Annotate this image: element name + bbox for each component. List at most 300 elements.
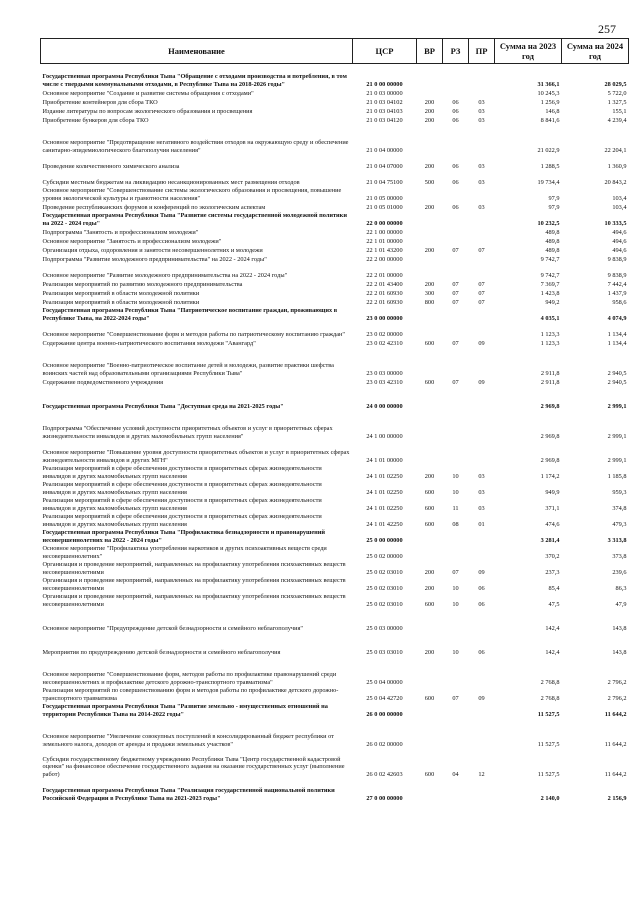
row-sum-2023: 2 768,8 [540,678,560,686]
row-vr [417,186,443,202]
row-sum-2023: 949,2 [545,298,560,306]
row-sum-2023: 3 281,4 [540,536,560,544]
row-sum-2023: 1 174,2 [540,472,560,480]
row-sum-2024: 479,3 [612,520,627,528]
row-sum-2024: 9 838,9 [607,271,627,279]
row-name: Государственная программа Республики Тыва "Развитие земельно - имущественных отношений на территории Республики Тыва на 2014-2022 годы" [42,703,328,718]
row-csr: 22 1 00 00000 [366,228,403,236]
row-name: Государственная программа Республики Тыва "Профилактика безнадзорности и правонарушений несовершеннолетних на 2022 - 2024 годы" [42,529,326,544]
row-sum-2024: 1 134,4 [607,330,627,338]
row-vr: 300 [424,289,435,297]
row-sum-2024: 1 327,5 [607,98,627,106]
row-vr: 200 [424,107,435,115]
table-row [41,512,629,528]
row-name: Государственная программа Республики Тыва "Реализация государственной национальной политики Российской Федерации в Республике Тыва на 2021-2023 годы" [42,787,335,802]
row-csr: 21 0 03 04103 [366,107,403,115]
row-sum-2023: 146,8 [545,107,560,115]
row-rz [443,778,469,802]
row-name: Реализация мероприятий в сфере обеспечения доступности в приоритетных сферах жизнедеятельности инвалидов и других маломобильных групп населения [42,497,322,512]
row-sum-2024: 11 644,2 [604,770,627,778]
row-pr: 12 [478,770,485,778]
row-rz [443,186,469,202]
row-csr: 22 2 01 60930 [366,289,403,297]
table-row [41,496,629,512]
table-row [41,592,629,608]
row-sum-2024: 2 940,5 [607,378,627,386]
table-row [41,297,629,306]
row-sum-2023: 85,4 [548,584,560,592]
row-pr: 06 [478,648,485,656]
row-vr [417,227,443,236]
row-rz [443,64,469,89]
row-name: Проведение республиканских форумов и конференций по экологическим аспектам [42,203,266,211]
row-vr [417,386,443,410]
row-pr: 03 [478,203,485,211]
row-csr: 25 0 03 03010 [366,648,403,656]
header-vr: ВР [417,39,443,64]
table-row [41,154,629,170]
row-csr: 24 1 01 02250 [366,504,403,512]
row-csr: 21 0 04 00000 [366,146,403,154]
row-pr: 01 [478,520,485,528]
row-csr: 25 0 02 03010 [366,568,403,576]
table-row [41,322,629,338]
row-vr: 200 [424,472,435,480]
row-name: Основное мероприятие "Повышение уровня доступности приоритетных объектов и услуг в приоритетных сферах жизнедеятельности инвалидов и других МГН" [42,449,350,464]
table-row [41,576,629,592]
row-name: Государственная программа Республики Тыва "Обращение с отходами производства и потребления, в том числе с твердыми коммунальными отходами, в Республике Тыва на 2018-2026 годы" [42,73,347,88]
row-pr [469,528,495,544]
row-pr [469,227,495,236]
row-pr [469,347,495,377]
row-sum-2024: 5 722,0 [607,89,627,97]
table-row [41,64,629,89]
row-sum-2024: 3 313,8 [607,536,627,544]
row-sum-2024: 2 999,1 [607,402,627,410]
page-number: 257 [598,22,616,36]
row-name: Реализация мероприятий в сфере обеспечения доступности в приоритетных сферах жизнедеятельности инвалидов и других маломобильных групп населения [42,481,322,496]
table-row [41,778,629,802]
row-pr: 03 [478,472,485,480]
table-row [41,236,629,245]
row-vr: 600 [424,378,435,386]
row-vr [417,410,443,440]
row-sum-2024: 373,8 [612,552,627,560]
row-vr [417,778,443,802]
row-sum-2024: 959,3 [612,488,627,496]
row-name: Основное мероприятие "Профилактика употребления наркотиков и других психоактивных веществ среди несовершеннолетних" [42,545,327,560]
row-csr: 24 1 01 42250 [366,520,403,528]
row-vr [417,254,443,263]
row-pr: 07 [478,289,485,297]
row-vr [417,124,443,154]
row-name: Организация и проведение мероприятий, направленных на профилактику употребления психоактивных веществ несовершеннолетними [42,577,346,592]
row-sum-2023: 4 035,1 [540,314,560,322]
row-rz: 07 [452,298,459,306]
row-rz [443,386,469,410]
row-vr: 600 [424,694,435,702]
row-csr: 22 1 01 43200 [366,246,403,254]
row-csr: 24 1 01 02250 [366,472,403,480]
table-row [41,386,629,410]
row-vr: 600 [424,770,435,778]
table-body [41,64,629,803]
row-sum-2024: 86,3 [615,584,627,592]
row-pr: 03 [478,162,485,170]
row-sum-2023: 370,2 [545,552,560,560]
row-pr [469,186,495,202]
row-csr: 22 2 00 00000 [366,255,403,263]
row-pr [469,322,495,338]
row-sum-2024: 494,6 [612,237,627,245]
row-rz: 10 [452,648,459,656]
row-name: Основное мероприятие "Увеличение совокупных поступлений в консолидированный бюджет республики от земельного налога, доходов от аренды и продажи земельных участков" [42,733,334,748]
row-csr: 25 0 00 00000 [366,536,403,544]
row-vr [417,528,443,544]
row-sum-2024: 958,6 [612,298,627,306]
row-vr [417,702,443,718]
row-name: Реализация мероприятий в сфере обеспечения доступности в приоритетных сферах жизнедеятельности инвалидов и других маломобильных групп населения [42,465,322,480]
row-csr: 23 0 02 00000 [366,330,403,338]
header-sum-2023: Сумма на 2023 год [495,39,562,64]
row-rz: 07 [452,289,459,297]
row-vr [417,236,443,245]
table-row [41,254,629,263]
table-row [41,338,629,347]
row-sum-2023: 11 527,5 [537,710,560,718]
row-pr [469,88,495,97]
row-csr: 25 0 02 03010 [366,584,403,592]
table-row [41,544,629,560]
row-sum-2023: 489,8 [545,228,560,236]
row-rz: 08 [452,520,459,528]
row-rz [443,322,469,338]
row-rz: 07 [452,568,459,576]
row-pr [469,236,495,245]
row-vr: 800 [424,298,435,306]
row-sum-2024: 1 134,4 [607,339,627,347]
table-row [41,186,629,202]
row-pr: 03 [478,116,485,124]
table-row [41,410,629,440]
row-sum-2024: 494,6 [612,246,627,254]
row-vr [417,263,443,279]
table-row [41,480,629,496]
row-csr: 22 2 01 00000 [366,271,403,279]
row-vr: 200 [424,246,435,254]
header-sum-2024: Сумма на 2024 год [562,39,629,64]
table-row [41,347,629,377]
row-rz: 07 [452,339,459,347]
row-pr [469,254,495,263]
table-row [41,656,629,686]
table-row [41,170,629,186]
row-csr: 21 0 03 04102 [366,98,403,106]
row-sum-2024: 2 940,5 [607,369,627,377]
row-name: Основное мероприятие "Совершенствование системы экологического образования и просвещения, повышение уровня экологической культуры и грамотности населения" [42,187,342,202]
row-name: Основное мероприятие "Предупреждение детской безнадзорности и семейного неблагополучия" [42,624,303,632]
table-row [41,211,629,227]
table-row [41,97,629,106]
row-csr: 27 0 00 00000 [366,794,403,802]
row-pr [469,608,495,632]
row-rz [443,263,469,279]
row-sum-2024: 11 644,2 [604,710,627,718]
table-row [41,306,629,322]
row-csr: 25 0 04 00000 [366,678,403,686]
header-rz: РЗ [443,39,469,64]
row-rz: 06 [452,162,459,170]
row-pr [469,306,495,322]
row-pr [469,263,495,279]
row-sum-2024: 22 204,1 [604,146,627,154]
row-pr [469,440,495,464]
row-rz: 06 [452,203,459,211]
row-vr: 600 [424,488,435,496]
row-vr: 200 [424,568,435,576]
row-rz [443,544,469,560]
row-vr [417,608,443,632]
row-csr: 22 2 01 60930 [366,298,403,306]
row-name: Основное мероприятие "Совершенствование форм, методов работы по профилактике правонарушений среди несовершеннолетних и профилактике детского дорожно-транспортного травматизма" [42,671,337,686]
row-rz [443,656,469,686]
row-name: Основное мероприятие "Совершенствование форм и методов работы по патриотическому воспитанию граждан" [42,330,345,338]
row-pr: 07 [478,280,485,288]
row-sum-2023: 7 369,7 [540,280,560,288]
row-csr: 23 0 03 42310 [366,378,403,386]
row-vr: 200 [424,584,435,592]
row-rz: 06 [452,107,459,115]
row-rz [443,410,469,440]
row-csr: 25 0 03 00000 [366,624,403,632]
row-csr: 23 0 02 42310 [366,339,403,347]
row-pr: 07 [478,298,485,306]
table-row [41,686,629,702]
row-csr: 22 2 01 43400 [366,280,403,288]
row-rz: 06 [452,116,459,124]
row-vr: 200 [424,280,435,288]
row-sum-2024: 1 185,8 [607,472,627,480]
row-pr [469,544,495,560]
row-name: Государственная программа Республики Тыва "Доступная среда на 2021-2025 годы" [42,402,284,410]
row-pr: 03 [478,178,485,186]
row-rz: 10 [452,600,459,608]
row-name: Государственная программа Республики Тыва "Развитие системы государственной молодежной политики на 2022 - 2024 годы" [42,212,347,227]
row-name: Реализация мероприятий по совершенствованию форм и методов работы по профилактике детского дорожно-транспортного травматизма [42,687,339,702]
row-name: Реализация мероприятий в области молодежной политики [42,298,200,306]
row-sum-2024: 2 156,9 [607,794,627,802]
row-name: Основное мероприятие "Предотвращение негативного воздействия отходов на окружающую среду и обеспечение санитарно-эпидемиологического благополучия населения" [42,139,349,154]
row-pr [469,386,495,410]
row-name: Реализация мероприятий в сфере обеспечения доступности в приоритетных сферах жизнедеятельности инвалидов и других маломобильных групп населения [42,513,322,528]
row-sum-2023: 2 911,8 [540,378,560,386]
row-vr: 200 [424,116,435,124]
row-rz [443,236,469,245]
row-sum-2023: 2 768,8 [540,694,560,702]
row-sum-2023: 19 734,4 [537,178,560,186]
row-name: Приобретение контейнеров для сбора ТКО [42,98,158,106]
row-sum-2023: 2 140,0 [540,794,560,802]
row-csr: 21 0 05 01000 [366,203,403,211]
row-name: Мероприятия по предупреждению детской безнадзорности и семейного неблагополучия [42,648,281,656]
row-sum-2024: 10 333,5 [604,219,627,227]
row-rz: 04 [452,770,459,778]
row-sum-2024: 494,6 [612,228,627,236]
row-sum-2024: 2 796,2 [607,694,627,702]
row-name: Содержание подведомственного учреждения [42,378,164,386]
row-name: Субсидии государственному бюджетному учреждению Республики Тыва "Центр государственной кадастровой оценки" на финансовое обеспечение государственного задания на оказание государственных услуг (выполнение работ) [42,755,345,778]
row-rz: 10 [452,584,459,592]
row-csr: 21 0 05 00000 [366,194,403,202]
row-pr [469,702,495,718]
table-row [41,263,629,279]
row-sum-2023: 2 911,8 [540,369,560,377]
row-rz [443,528,469,544]
header-pr: ПР [469,39,495,64]
row-vr: 600 [424,600,435,608]
table-row [41,288,629,297]
row-sum-2023: 142,4 [545,648,560,656]
row-pr: 06 [478,584,485,592]
row-rz [443,306,469,322]
row-vr [417,440,443,464]
row-pr: 09 [478,568,485,576]
table-row [41,115,629,124]
table-header-row [41,39,629,64]
row-name: Реализация мероприятий по развитию молодежного предпринимательства [42,280,243,288]
row-sum-2023: 1 288,5 [540,162,560,170]
row-pr: 09 [478,378,485,386]
row-pr [469,778,495,802]
row-csr: 25 0 02 03010 [366,600,403,608]
row-csr: 23 0 03 00000 [366,369,403,377]
row-name: Реализация мероприятий в области молодежной политики [42,289,200,297]
row-vr [417,656,443,686]
row-sum-2024: 7 442,4 [607,280,627,288]
row-sum-2023: 474,6 [545,520,560,528]
row-rz [443,440,469,464]
row-sum-2023: 97,9 [548,203,560,211]
row-vr [417,211,443,227]
row-vr [417,306,443,322]
row-sum-2023: 489,8 [545,246,560,254]
row-sum-2023: 1 256,9 [540,98,560,106]
row-rz [443,702,469,718]
row-name: Проведение количественного химического анализа [42,162,180,170]
row-pr [469,656,495,686]
row-sum-2023: 47,5 [548,600,560,608]
row-sum-2023: 10 245,3 [537,89,560,97]
row-name: Государственная программа Республики Тыва "Патриотическое воспитание граждан, проживающих в Республике Тыва, на 2022-2024 годы" [42,307,338,322]
row-vr: 200 [424,98,435,106]
row-sum-2023: 142,4 [545,624,560,632]
row-csr: 23 0 00 00000 [366,314,403,322]
row-csr: 26 0 02 00000 [366,740,403,748]
table-row [41,245,629,254]
table-row [41,124,629,154]
row-sum-2023: 237,3 [545,568,560,576]
row-rz: 07 [452,246,459,254]
row-pr [469,64,495,89]
row-sum-2024: 2 796,2 [607,678,627,686]
row-vr: 600 [424,504,435,512]
row-sum-2024: 11 644,2 [604,740,627,748]
row-pr: 03 [478,504,485,512]
row-sum-2024: 4 239,4 [607,116,627,124]
row-rz [443,608,469,632]
table-row [41,227,629,236]
row-name: Основное мероприятие "Создание и развитие системы обращения с отходами" [42,89,254,97]
row-sum-2024: 143,8 [612,624,627,632]
row-sum-2024: 155,1 [612,107,627,115]
row-rz [443,347,469,377]
row-csr: 21 0 04 07000 [366,162,403,170]
row-sum-2023: 949,9 [545,488,560,496]
row-vr: 200 [424,203,435,211]
header-name: Наименование [41,39,353,64]
row-csr: 21 0 03 04120 [366,116,403,124]
row-vr: 600 [424,339,435,347]
row-vr: 200 [424,648,435,656]
row-sum-2024: 1 360,9 [607,162,627,170]
row-pr [469,124,495,154]
table-row [41,608,629,632]
row-sum-2024: 28 029,5 [604,80,627,88]
row-sum-2023: 1 123,3 [540,330,560,338]
row-sum-2024: 374,8 [612,504,627,512]
row-sum-2024: 4 074,9 [607,314,627,322]
table-row [41,560,629,576]
budget-table [40,38,629,802]
row-pr: 07 [478,246,485,254]
row-sum-2024: 143,8 [612,648,627,656]
row-sum-2024: 20 843,2 [604,178,627,186]
row-rz [443,718,469,748]
row-sum-2023: 2 969,8 [540,456,560,464]
row-rz: 07 [452,378,459,386]
table-row [41,528,629,544]
row-vr [417,347,443,377]
row-csr: 24 0 00 00000 [366,402,403,410]
row-rz [443,211,469,227]
row-pr [469,718,495,748]
row-sum-2024: 47,9 [615,600,627,608]
row-sum-2023: 1 423,8 [540,289,560,297]
row-csr: 22 0 00 00000 [366,219,403,227]
row-name: Содержание центра военно-патриотического воспитания молодежи "Авангард" [42,339,256,347]
row-rz: 07 [452,280,459,288]
row-csr: 21 0 04 75100 [366,178,403,186]
row-name: Организация отдыха, оздоровления и занятости несовершеннолетних и молодежи [42,246,263,254]
row-vr [417,544,443,560]
row-csr: 25 0 02 00000 [366,552,403,560]
table-row [41,718,629,748]
row-rz: 10 [452,488,459,496]
row-pr [469,410,495,440]
row-sum-2023: 11 527,5 [537,740,560,748]
row-name: Издание литературы по вопросам экологического образования и просвещения [42,107,253,115]
row-sum-2023: 9 742,7 [540,271,560,279]
row-sum-2024: 2 999,1 [607,432,627,440]
row-pr: 09 [478,339,485,347]
table-row [41,632,629,656]
row-sum-2023: 8 841,6 [540,116,560,124]
table-row [41,702,629,718]
row-rz: 06 [452,98,459,106]
table-row [41,440,629,464]
row-rz: 07 [452,694,459,702]
row-sum-2023: 21 022,9 [537,146,560,154]
